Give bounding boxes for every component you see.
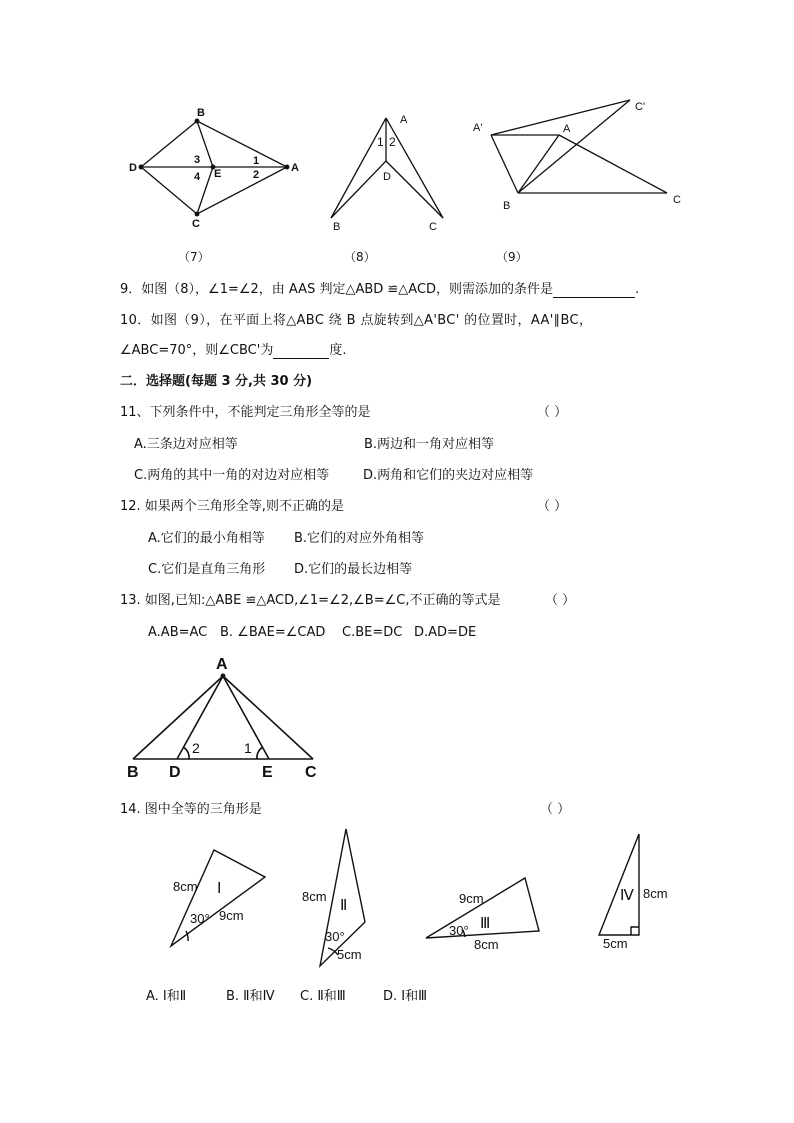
- question-9-end: .: [635, 282, 640, 297]
- fig14-t1-roman: Ⅰ: [217, 880, 222, 897]
- fig14-t3-side-8cm: 8cm: [474, 937, 499, 952]
- fig8-angle-1: 1: [377, 135, 384, 149]
- question-12-option-d[interactable]: D.它们的最长边相等: [294, 562, 413, 577]
- figures-7-8-9: [0, 0, 794, 280]
- fig8-label-d: D: [383, 171, 391, 183]
- fig14-t1-angle: 30°: [190, 911, 210, 926]
- fig13-label-b: B: [127, 764, 139, 781]
- fig14-t1-side-9cm: 9cm: [219, 908, 244, 923]
- fig7-label-b: B: [197, 107, 205, 119]
- fig9-caption: （9）: [496, 250, 528, 264]
- fig14-t4-side-8cm: 8cm: [643, 886, 668, 901]
- fig14-t2-roman: Ⅱ: [340, 897, 348, 914]
- question-12-answer-paren[interactable]: （ ）: [537, 499, 568, 514]
- fig8-label-a: A: [400, 114, 408, 126]
- fig7-label-c: C: [192, 218, 200, 230]
- fig13-angle-1: 1: [244, 740, 252, 756]
- fig14-t2-side-5cm: 5cm: [337, 947, 362, 962]
- question-11-answer-paren[interactable]: （ ）: [537, 405, 568, 420]
- fig14-t4-side-5cm: 5cm: [603, 936, 628, 951]
- question-12-option-b[interactable]: B.它们的对应外角相等: [294, 531, 425, 546]
- figure-13: [0, 645, 794, 785]
- question-13-option-a[interactable]: A.AB=AC: [148, 625, 208, 640]
- fig9-label-c-prime: C': [635, 101, 646, 113]
- figure-8: [331, 118, 443, 218]
- fig7-label-e: E: [214, 168, 222, 180]
- fig7-angle-1: 1: [253, 155, 260, 167]
- fig14-t1-side-8cm: 8cm: [173, 879, 198, 894]
- question-14-stem: 14. 图中全等的三角形是: [120, 802, 262, 817]
- question-12-option-c[interactable]: C.它们是直角三角形: [148, 562, 266, 577]
- question-13-option-b[interactable]: B. ∠BAE=∠CAD: [220, 625, 326, 640]
- question-11-option-c[interactable]: C.两角的其中一角的对边对应相等: [134, 468, 330, 483]
- fig7-caption: （7）: [178, 250, 210, 264]
- question-12-stem: 12. 如果两个三角形全等,则不正确的是: [120, 499, 344, 514]
- figure-9: [491, 100, 667, 193]
- fig14-t2-angle: 30°: [325, 929, 345, 944]
- fig13-label-d: D: [169, 764, 181, 781]
- question-10-text: ∠ABC=70°，则∠CBC'为: [120, 343, 274, 358]
- fig7-angle-4: 4: [194, 171, 201, 183]
- question-9: [120, 282, 639, 298]
- question-14-option-a[interactable]: A. Ⅰ和Ⅱ: [146, 989, 187, 1004]
- fig8-caption: （8）: [344, 250, 376, 264]
- question-10-answer-blank[interactable]: [273, 345, 329, 359]
- question-11-option-a[interactable]: A.三条边对应相等: [134, 437, 238, 452]
- question-10-line-1: 10．如图（9），在平面上将△ABC 绕 B 点旋转到△A'BC' 的位置时，AA'∥BC，: [120, 313, 593, 328]
- fig7-label-a: A: [291, 162, 299, 174]
- question-11-stem: 11、下列条件中，不能判定三角形全等的是: [120, 405, 371, 420]
- question-9-answer-blank[interactable]: [553, 284, 635, 298]
- question-13-stem: 13. 如图,已知:△ABE ≌△ACD,∠1=∠2,∠B=∠C,不正确的等式是: [120, 593, 501, 608]
- fig7-angle-3: 3: [194, 154, 201, 166]
- question-13-answer-paren[interactable]: （ ）: [545, 593, 576, 608]
- question-12-option-a[interactable]: A.它们的最小角相等: [148, 531, 265, 546]
- question-14-option-b[interactable]: B. Ⅱ和Ⅳ: [226, 989, 275, 1004]
- figure-14: [0, 820, 794, 980]
- question-13-option-c[interactable]: C.BE=DC: [342, 625, 403, 640]
- fig7-label-d: D: [129, 162, 137, 174]
- fig9-label-c: C: [673, 194, 681, 206]
- question-11-option-b[interactable]: B.两边和一角对应相等: [364, 437, 495, 452]
- fig8-label-c: C: [429, 221, 437, 233]
- question-13-option-d[interactable]: D.AD=DE: [414, 625, 477, 640]
- fig8-angle-2: 2: [389, 135, 396, 149]
- question-14-answer-paren[interactable]: （ ）: [540, 802, 571, 817]
- fig9-label-a: A: [563, 123, 571, 135]
- section-title: 二．选择题(每题 3 分,共 30 分): [120, 374, 313, 389]
- fig13-label-c: C: [305, 764, 317, 781]
- question-11-option-d[interactable]: D.两角和它们的夹边对应相等: [363, 468, 534, 483]
- fig14-t3-side-9cm: 9cm: [459, 891, 484, 906]
- fig13-label-e: E: [262, 764, 273, 781]
- fig8-label-b: B: [333, 221, 341, 233]
- fig14-t4-roman: Ⅳ: [620, 887, 634, 904]
- question-14-option-c[interactable]: C. Ⅱ和Ⅲ: [300, 989, 346, 1004]
- question-14-option-d[interactable]: D. Ⅰ和Ⅲ: [383, 989, 428, 1004]
- fig14-t2-side-8cm: 8cm: [302, 889, 327, 904]
- fig14-t3-angle: 30°: [449, 923, 469, 938]
- question-10-line-2: [120, 343, 346, 359]
- fig7-angle-2: 2: [253, 169, 260, 181]
- fig9-label-a-prime: A': [473, 122, 483, 134]
- question-10-end: 度.: [329, 343, 347, 358]
- fig14-t3-roman: Ⅲ: [480, 915, 491, 932]
- question-9-text: 9．如图（8），∠1=∠2，由 AAS 判定△ABD ≌△ACD，则需添加的条件是: [120, 282, 554, 297]
- fig13-label-a: A: [216, 656, 228, 673]
- fig9-label-b: B: [503, 200, 511, 212]
- fig13-angle-2: 2: [192, 740, 200, 756]
